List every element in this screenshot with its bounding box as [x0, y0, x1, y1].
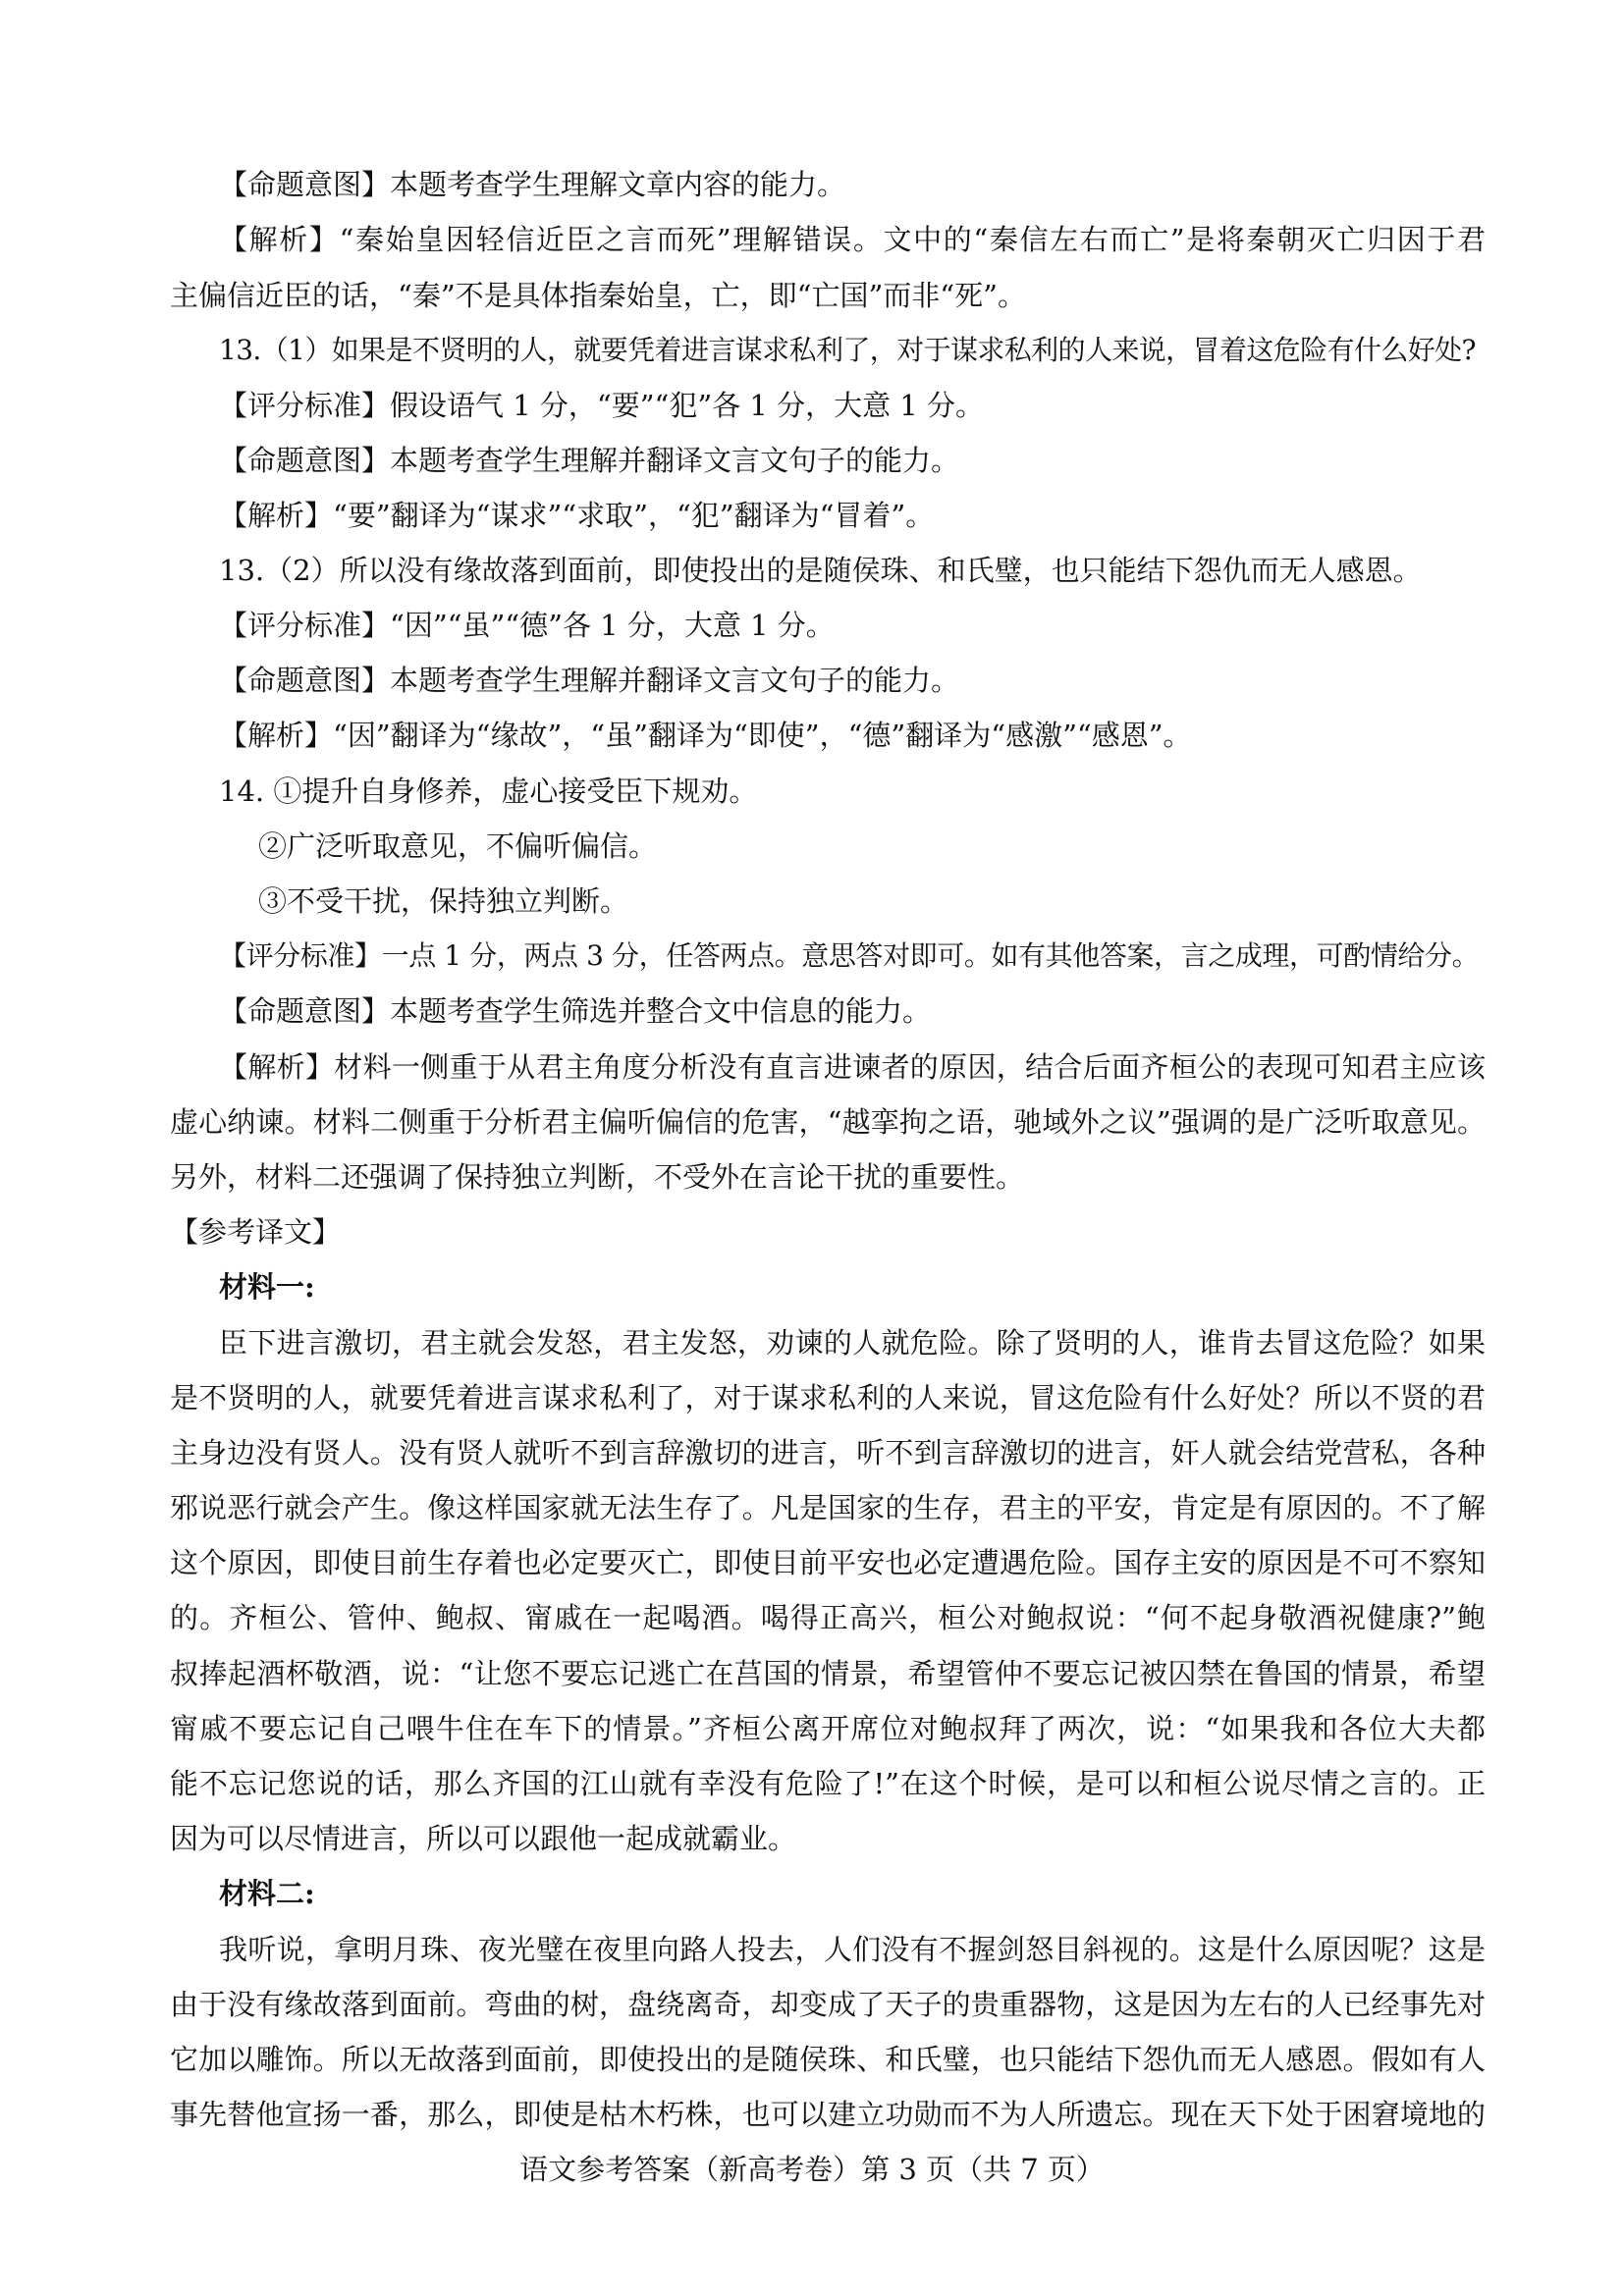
text-line: 事先替他宣扬一番，那么，即使是枯木朽株，也可以建立功勋而不为人所遗忘。现在天下处于困窘境地的: [170, 2098, 1486, 2131]
text-line: 【评分标准】假设语气 1 分，“要”“犯”各 1 分，大意 1 分。: [219, 389, 984, 422]
text-line: 因为可以尽情进言，所以可以跟他一起成就霸业。: [170, 1822, 797, 1855]
section-heading: 【参考译文】: [170, 1215, 342, 1249]
text-line: 另外，材料二还强调了保持独立判断，不受外在言论干扰的重要性。: [170, 1160, 1025, 1194]
text-line: 邪说恶行就会产生。像这样国家就无法生存了。凡是国家的生存，君主的平安，肯定是有原因的。不了解: [170, 1491, 1486, 1524]
text-line: 【解析】材料一侧重于从君主角度分析没有直言进谏者的原因，结合后面齐桓公的表现可知君主应该: [219, 1050, 1486, 1084]
text-line: 是不贤明的人，就要凭着进言谋求私利了，对于谋求私利的人来说，冒这危险有什么好处？所以不贤的君: [170, 1381, 1486, 1415]
text-line: 【评分标准】一点 1 分，两点 3 分，任答两点。意思答对即可。如有其他答案，言之成理，可酌情给分。: [219, 939, 1480, 972]
text-line: 【解析】“要”翻译为“谋求”“求取”，“犯”翻译为“冒着”。: [219, 499, 935, 532]
text-line: 的。齐桓公、管仲、鲍叔、甯戚在一起喝酒。喝得正高兴，桓公对鲍叔说：“何不起身敬酒祝健康?”鲍: [170, 1601, 1486, 1634]
text-line: 【解析】“因”翻译为“缘故”，“虽”翻译为“即使”，“德”翻译为“感激”“感恩”。: [219, 719, 1192, 752]
text-line: ③不受干扰，保持独立判断。: [258, 884, 629, 918]
text-line: 它加以雕饰。所以无故落到面前，即使投出的是随侯珠、和氏璧，也只能结下怨仇而无人感恩。假如有人: [170, 2043, 1486, 2076]
section-heading: 材料一:: [219, 1270, 315, 1304]
text-line: ②广泛听取意见，不偏听偏信。: [258, 829, 658, 863]
text-line: 叔捧起酒杯敬酒，说：“让您不要忘记逃亡在莒国的情景，希望管仲不要忘记被囚禁在鲁国的情景，希望: [170, 1657, 1486, 1690]
text-line: 【命题意图】本题考查学生理解文章内容的能力。: [219, 168, 846, 201]
text-line: 能不忘记您说的话，那么齐国的江山就有幸没有危险了!”在这个时候，是可以和桓公说尽情之言的。正: [170, 1767, 1486, 1800]
text-line: 甯戚不要忘记自己喂牛住在车下的情景。”齐桓公离开席位对鲍叔拜了两次，说：“如果我和各位大夫都: [170, 1712, 1486, 1745]
text-line: 13.（1）如果是不贤明的人，就要凭着进言谋求私利了，对于谋求私利的人来说，冒着这危险有什么好处?: [219, 334, 1476, 366]
text-line: 14. ①提升自身修养，虚心接受臣下规劝。: [219, 774, 758, 808]
text-line: 这个原因，即使目前生存着也必定要灭亡，即使目前平安也必定遭遇危险。国存主安的原因是不可不察知: [170, 1546, 1486, 1579]
text-line: 臣下进言激切，君主就会发怒，君主发怒，劝谏的人就危险。除了贤明的人，谁肯去冒这危险？如果: [219, 1326, 1486, 1360]
text-line: 13.（2）所以没有缘故落到面前，即使投出的是随侯珠、和氏璧，也只能结下怨仇而无人感恩。: [219, 554, 1422, 587]
text-line: 【解析】“秦始皇因轻信近臣之言而死”理解错误。文中的“秦信左右而亡”是将秦朝灭亡归因于君: [219, 223, 1486, 256]
text-line: 【命题意图】本题考查学生理解并翻译文言文句子的能力。: [219, 444, 960, 477]
text-line: 【命题意图】本题考查学生理解并翻译文言文句子的能力。: [219, 664, 960, 697]
text-line: 【命题意图】本题考查学生筛选并整合文中信息的能力。: [219, 994, 932, 1028]
text-line: 主身边没有贤人。没有贤人就听不到言辞激切的进言，听不到言辞激切的进言，奸人就会结党营私，各种: [170, 1436, 1486, 1469]
text-line: 【评分标准】“因”“虽”“德”各 1 分，大意 1 分。: [219, 609, 835, 642]
text-line: 虚心纳谏。材料二侧重于分析君主偏听偏信的危害，“越挛拘之语，驰域外之议”强调的是广泛听取意见。: [170, 1105, 1486, 1139]
page-footer: 语文参考答案（新高考卷）第 3 页（共 7 页）: [519, 2153, 1105, 2186]
section-heading: 材料二:: [219, 1877, 315, 1910]
text-line: 由于没有缘故落到面前。弯曲的树，盘绕离奇，却变成了天子的贵重器物，这是因为左右的人已经事先对: [170, 1988, 1486, 2021]
text-line: 我听说，拿明月珠、夜光璧在夜里向路人投去，人们没有不握剑怒目斜视的。这是什么原因呢？这是: [219, 1933, 1486, 1966]
text-line: 主偏信近臣的话，“秦”不是具体指秦始皇，亡，即“亡国”而非“死”。: [170, 279, 1026, 312]
